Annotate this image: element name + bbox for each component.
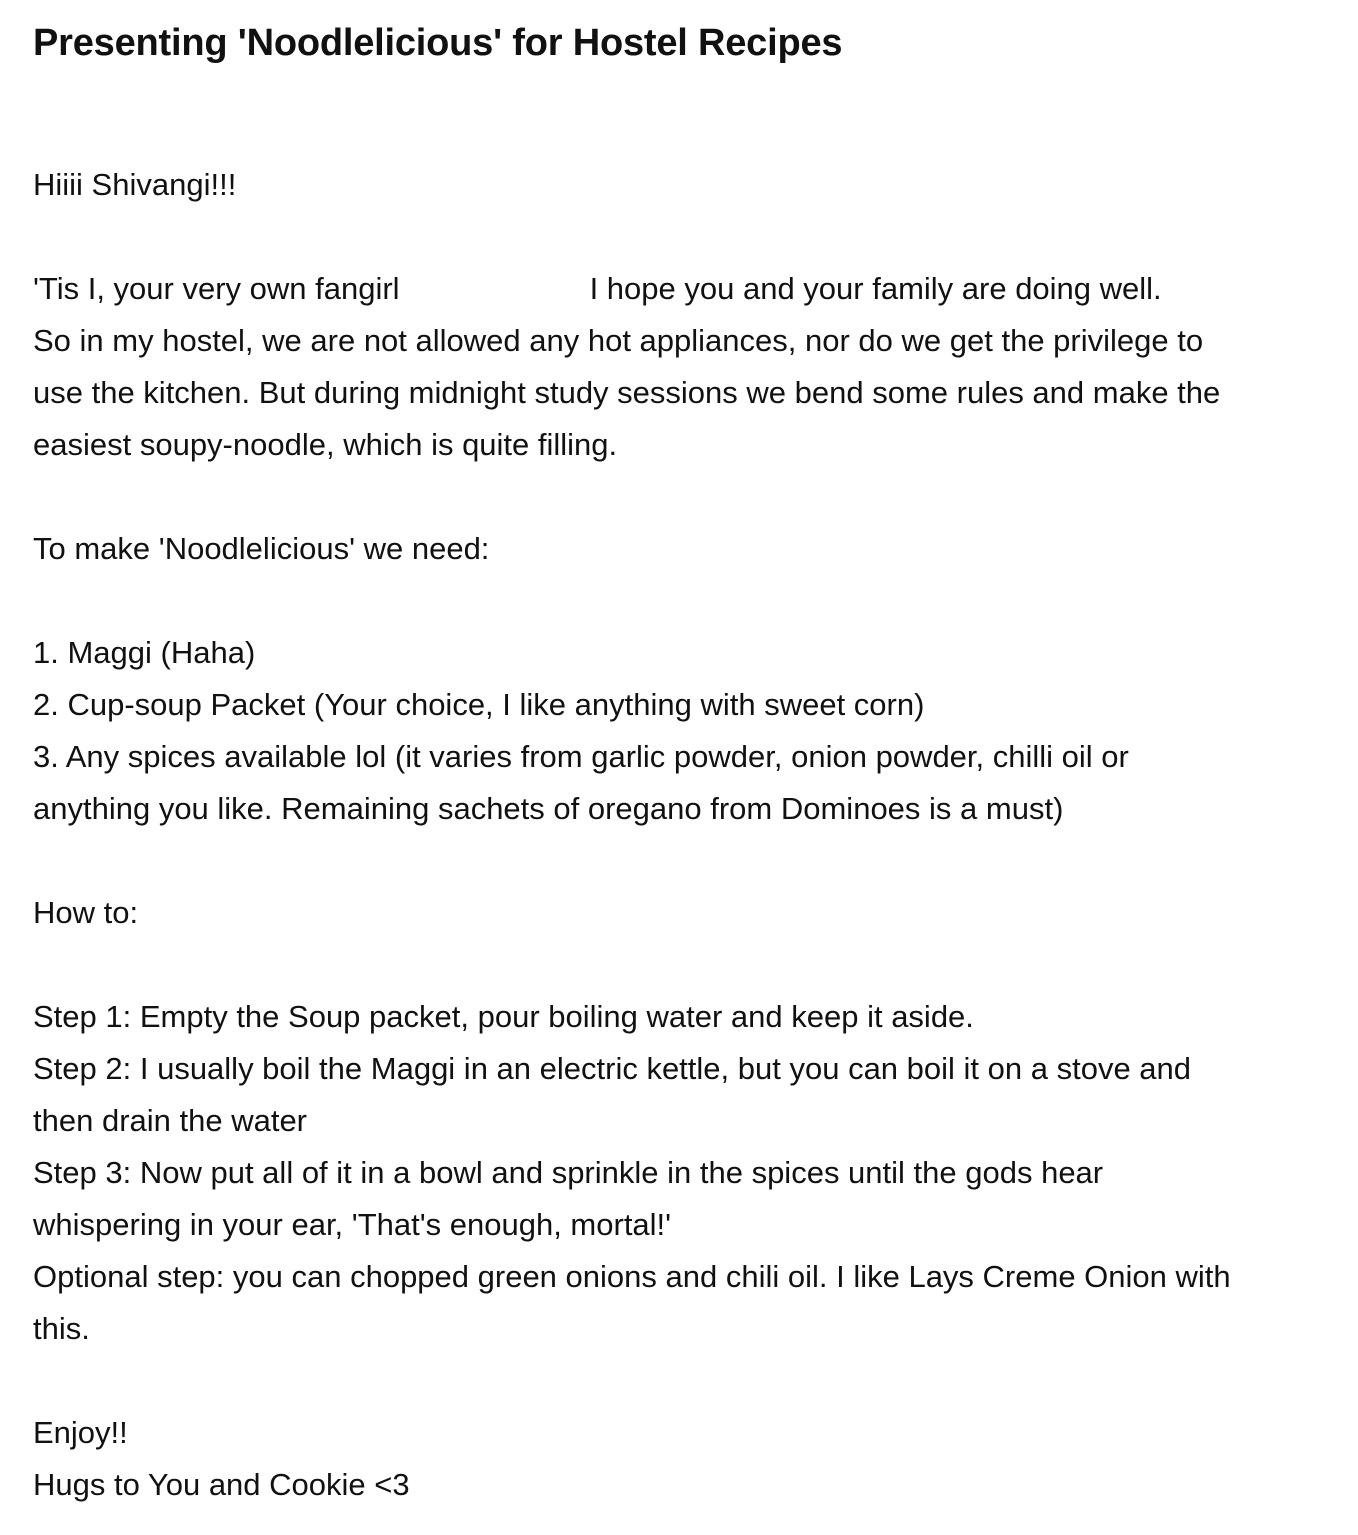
howto-heading: How to:	[33, 895, 139, 930]
intro-line-1-end: I hope you and your family are doing well.	[589, 271, 1162, 306]
blank-line	[33, 471, 1348, 523]
step-line: Step 2: I usually boil the Maggi in an electric kettle, but you can boil it on a stove and	[33, 1051, 1192, 1086]
intro-line-1-start: 'Tis I, your very own fangirl	[33, 271, 400, 306]
optional-step-line-continued: this.	[33, 1311, 90, 1346]
closing-signoff: Hugs to You and Cookie <3	[33, 1467, 410, 1502]
intro-line-4: easiest soupy-noodle, which is quite filling.	[33, 427, 618, 462]
greeting-line: Hiiii Shivangi!!!	[33, 167, 237, 202]
step-line: Step 3: Now put all of it in a bowl and sprinkle in the spices until the gods hear	[33, 1155, 1104, 1190]
blank-line	[33, 835, 1348, 887]
step-line-continued: then drain the water	[33, 1103, 308, 1138]
blank-line	[33, 1355, 1348, 1407]
step-line: Step 1: Empty the Soup packet, pour boiling water and keep it aside.	[33, 999, 974, 1034]
ingredient-item: 2. Cup-soup Packet (Your choice, I like anything with sweet corn)	[33, 687, 925, 722]
blank-line	[33, 575, 1348, 627]
ingredient-item: 3. Any spices available lol (it varies from garlic powder, onion powder, chilli oil or	[33, 739, 1129, 774]
page-title: Presenting 'Noodlelicious' for Hostel Recipes	[33, 22, 843, 64]
ingredients-heading: To make 'Noodlelicious' we need:	[33, 531, 490, 566]
intro-line-2: So in my hostel, we are not allowed any hot appliances, nor do we get the privilege to	[33, 323, 1204, 358]
ingredient-item: 1. Maggi (Haha)	[33, 635, 256, 670]
document-body	[33, 159, 1348, 1511]
optional-step-line: Optional step: you can chopped green onions and chili oil. I like Lays Creme Onion with	[33, 1259, 1231, 1294]
blank-line	[33, 211, 1348, 263]
step-line-continued: whispering in your ear, 'That's enough, mortal!'	[33, 1207, 672, 1242]
intro-line-1	[33, 263, 1348, 315]
closing-line: Enjoy!!	[33, 1415, 128, 1450]
ingredient-item-continued: anything you like. Remaining sachets of oregano from Dominoes is a must)	[33, 791, 1064, 826]
intro-line-3: use the kitchen. But during midnight study sessions we bend some rules and make the	[33, 375, 1221, 410]
blank-line	[33, 939, 1348, 991]
